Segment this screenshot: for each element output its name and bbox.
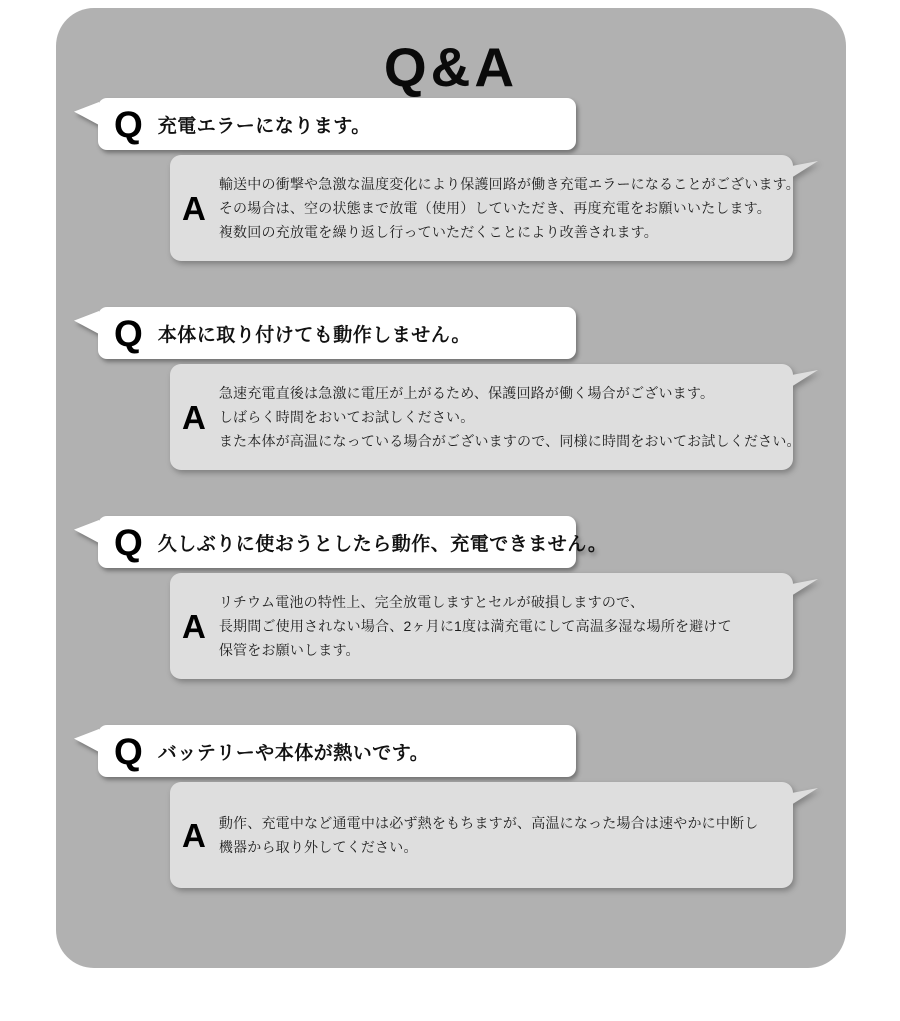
- question-bubble: [98, 98, 576, 150]
- answer-line: また本体が高温になっている場合がございますので、同様に時間をおいてお試しください。: [218, 433, 801, 449]
- answer-bubble: [170, 155, 800, 261]
- q-label: Q: [114, 103, 143, 145]
- question-text: 久しぶりに使おうとしたら動作、充電できません。: [157, 533, 608, 555]
- a-label: A: [182, 816, 206, 854]
- question-bubble: [98, 725, 576, 777]
- answer-text: [219, 590, 732, 662]
- answer-line: リチウム電池の特性上、完全放電しますとセルが破損しますので、: [218, 594, 645, 610]
- question-bubble-tail: [74, 311, 99, 334]
- qa-block-2: [56, 307, 846, 470]
- answer-line: 急速充電直後は急激に電圧が上がるため、保護回路が働く場合がございます。: [218, 385, 715, 401]
- answer-line: しばらく時間をおいてお試しください。: [218, 409, 475, 425]
- answer-bubble-tail: [791, 161, 818, 178]
- answer-line: 動作、充電中など通電中は必ず熱をもちますが、高温になった場合は速やかに中断し: [218, 815, 759, 831]
- q-label: Q: [114, 521, 143, 563]
- answer-text: [219, 381, 801, 453]
- qa-block-1: [56, 98, 846, 261]
- question-text: 充電エラーになります。: [157, 115, 371, 137]
- answer-text: [219, 172, 800, 244]
- a-label: A: [182, 607, 206, 645]
- answer-line: 複数回の充放電を繰り返し行っていただくことにより改善されます。: [218, 224, 658, 240]
- answer-line: その場合は、空の状態まで放電（使用）していただき、再度充電をお願いいたします。: [218, 200, 771, 216]
- answer-bubble: [170, 573, 793, 679]
- question-bubble-tail: [74, 729, 99, 752]
- question-bubble-tail: [74, 520, 99, 543]
- qa-panel: [56, 8, 846, 968]
- answer-line: 機器から取り外してください。: [218, 839, 418, 855]
- answer-line: 長期間ご使用されない場合、2ヶ月に1度は満充電にして高温多湿な場所を避けて: [218, 618, 732, 634]
- qa-block-4: [56, 725, 846, 888]
- question-bubble: [98, 516, 608, 568]
- a-label: A: [182, 189, 206, 227]
- answer-line: 保管をお願いします。: [218, 642, 360, 658]
- question-bubble: [98, 307, 576, 359]
- qa-block-3: [56, 516, 846, 679]
- answer-text: [219, 799, 759, 871]
- answer-bubble: [170, 782, 793, 888]
- answer-line: 輸送中の衝撃や急激な温度変化により保護回路が働き充電エラーになることがございます。: [218, 176, 800, 192]
- answer-bubble: [170, 364, 801, 470]
- page-title: Q&A: [383, 36, 519, 98]
- a-label: A: [182, 398, 206, 436]
- question-text: バッテリーや本体が熱いです。: [157, 742, 430, 764]
- question-text: 本体に取り付けても動作しません。: [157, 324, 471, 346]
- q-label: Q: [114, 312, 143, 354]
- question-bubble-tail: [74, 102, 99, 125]
- answer-bubble-tail: [791, 788, 818, 805]
- answer-bubble-tail: [791, 579, 818, 596]
- q-label: Q: [114, 730, 143, 772]
